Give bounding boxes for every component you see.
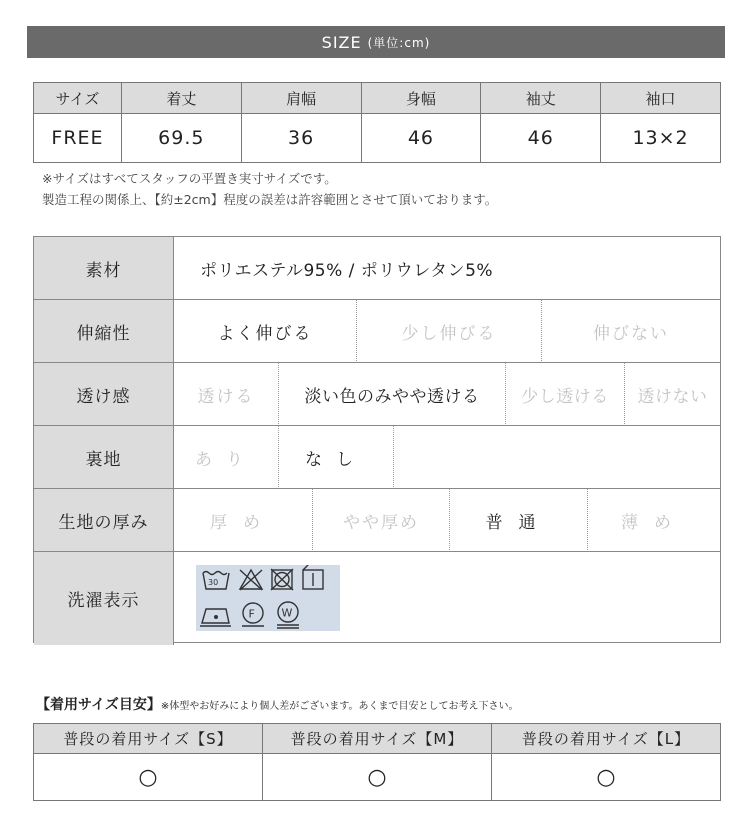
lining-option-yes: あり [174,426,279,489]
fit-table [33,723,721,801]
header-sleeve: 袖丈 [481,83,601,114]
thickness-option-thin: 薄め [621,513,687,533]
sheer-option-sheer: 透ける [174,363,279,426]
size-note-2: 製造工程の関係上、【約±2cm】程度の誤差は許容範囲とさせて頂いております。 [42,192,498,207]
wash-30-icon [203,572,229,590]
lining-label: 裏地 [34,426,174,489]
line-dry-shade-icon [303,565,323,589]
size-header-bar [27,26,725,58]
material-value: ポリエステル95% / ポリウレタン5% [200,260,494,281]
lining-row [34,425,720,489]
lining-option-no: なし [279,426,394,489]
thickness-option-normal: 普通 [450,489,588,552]
fit-guide-note: ※体型やお好みにより個人差がございます。あくまで目安としてお考え下さい。 [160,701,519,712]
material-label: 素材 [34,237,174,299]
size-table-value-row [34,114,721,163]
sheer-option-none: 透けない [637,387,708,407]
stretch-label: 伸縮性 [34,300,174,363]
fit-header-l: 普段の着用サイズ【L】 [492,724,721,754]
iron-low-icon [200,609,231,626]
fit-guide-title: 【着用サイズ目安】 [36,697,161,713]
stretch-row [34,299,720,363]
value-shoulder: 36 [241,114,361,163]
svg-text:W: W [281,606,293,620]
fit-guide-heading [36,694,518,714]
value-length: 69.5 [121,114,241,163]
thickness-row [34,488,720,552]
care-label: 洗濯表示 [34,552,174,645]
value-sleeve: 46 [481,114,601,163]
sheer-option-light-colors: 淡い色のみやや透ける [279,363,506,426]
dry-clean-f-icon [242,603,264,626]
wet-clean-w-icon [277,602,299,628]
fit-header-s: 普段の着用サイズ【S】 [34,724,263,754]
sheer-row [34,362,720,426]
care-symbols-graphic [196,565,340,631]
no-bleach-icon [240,570,262,590]
fit-mark-s: ○ [34,754,263,801]
value-cuff: 13×2 [601,114,721,163]
fit-table-header-row [34,724,721,754]
sheer-option-slight: 少し透ける [506,363,625,426]
fit-header-m: 普段の着用サイズ【M】 [263,724,492,754]
size-unit: (単位:cm) [367,35,431,50]
material-row [34,237,720,299]
fit-mark-l: ○ [492,754,721,801]
stretch-option-none: 伸びない [593,324,669,344]
size-title: SIZE [321,32,362,52]
thickness-label: 生地の厚み [34,489,174,552]
svg-text:30: 30 [208,578,219,587]
value-size: FREE [34,114,122,163]
fit-mark-m: ○ [263,754,492,801]
sheer-label: 透け感 [34,363,174,426]
care-row [34,551,720,645]
lining-empty-cell [394,426,720,489]
header-size: サイズ [34,83,122,114]
svg-text:F: F [248,607,255,621]
size-note-1: ※サイズはすべてスタッフの平置き実寸サイズです。 [42,171,337,186]
header-shoulder: 肩幅 [241,83,361,114]
value-chest: 46 [361,114,481,163]
no-tumble-dry-icon [271,569,293,590]
spec-table [33,236,721,643]
header-chest: 身幅 [361,83,481,114]
header-cuff: 袖口 [601,83,721,114]
thickness-option-slightly-thick: やや厚め [313,489,450,552]
fit-table-value-row [34,754,721,801]
stretch-option-some: 少し伸びる [357,300,542,363]
stretch-option-high: よく伸びる [174,300,357,363]
size-table-header-row [34,83,721,114]
thickness-option-thick: 厚め [174,489,313,552]
care-symbols [196,565,340,631]
header-length: 着丈 [121,83,241,114]
size-table [33,82,721,163]
